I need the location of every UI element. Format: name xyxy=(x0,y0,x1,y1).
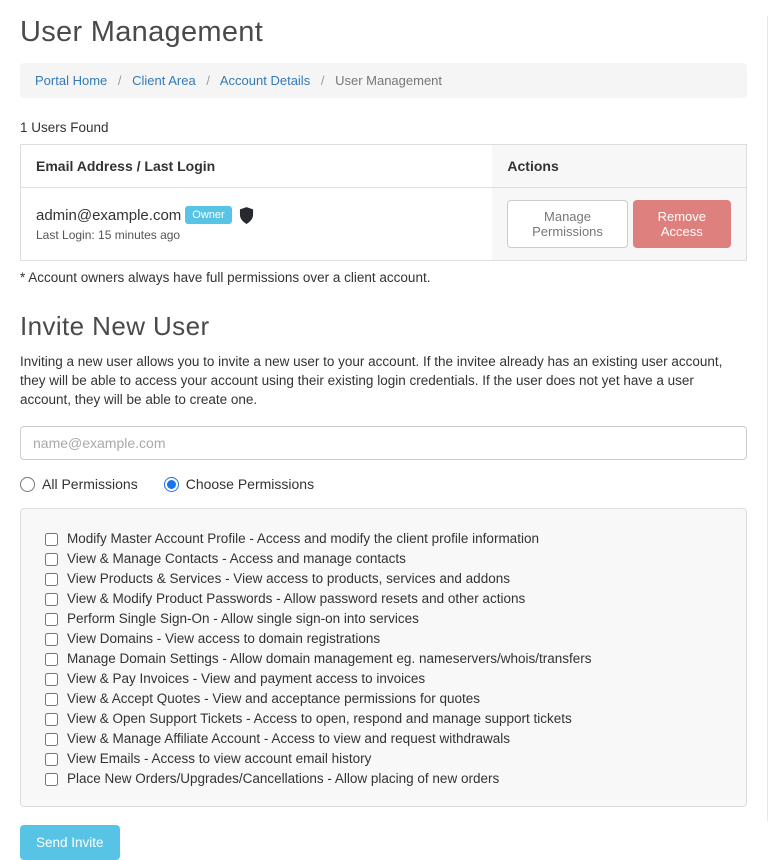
permission-mode-radios xyxy=(20,476,747,492)
permission-checkbox[interactable] xyxy=(45,593,58,606)
page-title: User Management xyxy=(20,16,264,48)
permission-label: Perform Single Sign-On - Allow single sign-on into services xyxy=(67,611,419,627)
permission-item[interactable] xyxy=(45,572,722,586)
users-found-count: 1 Users Found xyxy=(20,120,109,135)
table-row xyxy=(21,188,747,261)
page-container xyxy=(0,16,767,860)
permission-item[interactable] xyxy=(45,712,722,726)
permission-checkbox[interactable] xyxy=(45,553,58,566)
all-permissions-radio[interactable] xyxy=(20,477,35,492)
choose-permissions-radio[interactable] xyxy=(164,477,179,492)
shield-icon xyxy=(239,207,254,224)
user-email-cell xyxy=(21,188,493,261)
all-permissions-label: All Permissions xyxy=(42,476,138,493)
permission-label: View & Pay Invoices - View and payment access to invoices xyxy=(67,671,426,687)
permission-checkbox[interactable] xyxy=(45,693,58,706)
permission-checkbox[interactable] xyxy=(45,573,58,586)
breadcrumb xyxy=(20,63,747,98)
permission-label: View Products & Services - View access to products, services and addons xyxy=(67,571,510,587)
permission-checkbox[interactable] xyxy=(45,773,58,786)
table-header-row xyxy=(21,145,747,188)
breadcrumb-separator: / xyxy=(320,73,325,88)
permission-label: View & Manage Contacts - Access and manage contacts xyxy=(67,551,406,567)
send-invite-button[interactable]: Send Invite xyxy=(20,825,120,860)
permission-item[interactable] xyxy=(45,632,722,646)
radio-all-permissions[interactable] xyxy=(20,476,138,492)
owner-note: * Account owners always have full permissions over a client account. xyxy=(20,270,431,285)
permission-checkbox[interactable] xyxy=(45,633,58,646)
permission-checkbox[interactable] xyxy=(45,673,58,686)
permission-label: View & Open Support Tickets - Access to open, respond and manage support tickets xyxy=(67,711,572,727)
breadcrumb-account-details[interactable]: Account Details xyxy=(219,73,311,88)
user-email: admin@example.com xyxy=(36,206,182,224)
radio-choose-permissions[interactable] xyxy=(164,476,314,492)
permission-label: View & Accept Quotes - View and acceptance permissions for quotes xyxy=(67,691,480,707)
permission-label: View Domains - View access to domain registrations xyxy=(67,631,381,647)
permission-label: Modify Master Account Profile - Access and modify the client profile information xyxy=(67,531,539,547)
permission-item[interactable] xyxy=(45,752,722,766)
breadcrumb-separator: / xyxy=(206,73,210,88)
permission-item[interactable] xyxy=(45,552,722,566)
users-table xyxy=(20,144,747,261)
owner-badge: Owner xyxy=(185,206,231,224)
permission-checkbox[interactable] xyxy=(45,753,58,766)
column-header-actions: Actions xyxy=(492,145,746,188)
invite-description: Inviting a new user allows you to invite a new user to your account. If the invitee already has an existing user account, they will be able to access your account using their existing login credentials. If the user does not yet have a user account, they will be able to create one. xyxy=(20,354,723,408)
permission-label: View & Modify Product Passwords - Allow password resets and other actions xyxy=(67,591,526,607)
permissions-list xyxy=(45,532,722,786)
breadcrumb-separator: / xyxy=(117,73,122,88)
permission-checkbox[interactable] xyxy=(45,713,58,726)
permissions-panel xyxy=(20,508,747,807)
permission-label: View Emails - Access to view account email history xyxy=(67,751,372,767)
permission-item[interactable] xyxy=(45,732,722,746)
permission-label: Place New Orders/Upgrades/Cancellations - Allow placing of new orders xyxy=(67,771,500,787)
permission-item[interactable] xyxy=(45,532,722,546)
permission-checkbox[interactable] xyxy=(45,533,58,546)
permission-checkbox[interactable] xyxy=(45,613,58,626)
permission-label: Manage Domain Settings - Allow domain management eg. nameservers/whois/transfers xyxy=(67,651,592,667)
permission-checkbox[interactable] xyxy=(45,733,58,746)
permission-label: View & Manage Affiliate Account - Access to view and request withdrawals xyxy=(67,731,510,747)
column-header-email: Email Address / Last Login xyxy=(21,145,493,188)
remove-access-button[interactable]: Remove Access xyxy=(633,200,731,248)
permission-item[interactable] xyxy=(45,672,722,686)
permission-checkbox[interactable] xyxy=(45,653,58,666)
choose-permissions-label: Choose Permissions xyxy=(185,476,315,493)
permission-item[interactable] xyxy=(45,612,722,626)
breadcrumb-client-area[interactable]: Client Area xyxy=(132,73,196,88)
breadcrumb-portal-home[interactable]: Portal Home xyxy=(35,73,108,88)
invite-section-title: Invite New User xyxy=(20,311,210,341)
permission-item[interactable] xyxy=(45,772,722,786)
permission-item[interactable] xyxy=(45,592,722,606)
user-actions-cell xyxy=(492,188,746,261)
permission-item[interactable] xyxy=(45,692,722,706)
manage-permissions-button[interactable]: Manage Permissions xyxy=(507,200,627,248)
user-last-login: Last Login: 15 minutes ago xyxy=(36,228,181,242)
invite-email-input[interactable] xyxy=(20,426,747,460)
breadcrumb-current: User Management xyxy=(335,73,443,88)
permission-item[interactable] xyxy=(45,652,722,666)
